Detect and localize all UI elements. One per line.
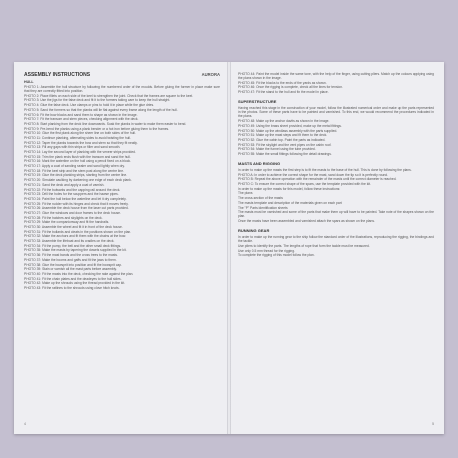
superstructure-paragraph: PHOTO 55: Make the small fittings following the detail drawings. (238, 151, 332, 156)
masts-paragraph: Once the masts have been assembled and varnished attach the spars as shown on the plans. (238, 219, 375, 223)
instruction-paragraph: PHOTO 30: Assemble the wheel and fit it in front of the deck house. (24, 225, 123, 230)
instruction-paragraph: PHOTO 46: Once the rigging is complete, check all the lines for tension. (238, 85, 343, 90)
instruction-paragraph: PHOTO 35: Make the masts by tapering the dowels supplied in the kit. (24, 248, 127, 253)
superstructure-paragraph: PHOTO 51: Make up the mast steps and fit them to the deck. (238, 133, 328, 138)
instruction-paragraph: PHOTO 25: Fit the rudder with its hinges and check that it moves freely. (24, 201, 129, 206)
instruction-paragraph: PHOTO 44: Paint the model inside the same tone, with the help of the finger, using cutting pliers. Match up the colours applying using the plans shown in the image. (238, 72, 434, 81)
instruction-paragraph: PHOTO 16: Mark the waterline on the hull using a pencil fixed on a block. (24, 159, 131, 164)
booklet-spread (14, 62, 444, 434)
masts-paragraph: The masts must be varnished and some of the parts that make them up will have to be painted. Take note of the shapes shown on the plan. (238, 210, 434, 219)
brand-name: AURORA (201, 72, 220, 77)
instruction-paragraph: PHOTO 42: Make up the shrouds using the thread provided in the kit. (24, 281, 126, 286)
instruction-paragraph: PHOTO 31: Fit the bollards and cleats in the positions shown on the plan. (24, 229, 132, 234)
left-page (14, 62, 228, 434)
masts-paragraph: In order to make up the masts the first step is to fit the masts to the base of the hull. This is done by following the plans. (238, 168, 412, 173)
page-number-right: 5 (432, 422, 434, 426)
instruction-paragraph: PHOTO 11: Continue planking, alternating sides to avoid twisting the hull. (24, 135, 131, 140)
masts-paragraph: The masts template and description of the materials given on each part (238, 200, 342, 205)
instruction-paragraph: PHOTO 9: Pre-bend the planks using a plank bender or a hot iron before gluing them to the frames. (24, 126, 170, 131)
instruction-paragraph: PHOTO 5: Sand the formers so that the planks will lie flat against every frame along the length of the hull. (24, 107, 178, 112)
instruction-paragraph: PHOTO 8: Start planking from the deck line downwards. Soak the planks in water to make them easier to bend. (24, 121, 187, 126)
instruction-paragraph: PHOTO 17: Apply a coat of sanding sealer and sand lightly when dry. (24, 164, 125, 169)
instruction-paragraph: PHOTO 27: Glue the windows and door frames to the deck house. (24, 210, 121, 215)
instruction-paragraph: PHOTO 29: Make the companionway and fit the handrails. (24, 220, 110, 225)
section-title-running-gear: RUNNING GEAR (238, 228, 270, 234)
section-subtitle: HULL (24, 80, 34, 84)
instruction-paragraph: PHOTO 14: Lay the second layer of planking with the veneer strips provided. (24, 150, 136, 155)
instruction-paragraph: PHOTO 21: Sand the deck and apply a coat of varnish. (24, 182, 105, 187)
superstructure-paragraph: PHOTO 53: Fit the skylight and the vent pipes on the cabin roof. (238, 142, 332, 147)
running-gear-paragraph: To complete the rigging of this model follow the plan. (238, 253, 315, 258)
instruction-paragraph: PHOTO 45: Fit the blocks to the ends of the yards as shown. (238, 80, 327, 85)
instruction-paragraph: PHOTO 24: Paint the hull below the waterline and let it dry completely. (24, 196, 127, 201)
superstructure-paragraph: PHOTO 48: Make up the anchor davits as shown in the image. (238, 119, 330, 124)
instruction-paragraph: PHOTO 36: Fit the mast bands and the cross trees to the masts. (24, 253, 118, 258)
masts-paragraph: PHOTO A: In order to achieve the correct shape for the mast, sand down the tip so it is perfectly round. (238, 172, 389, 177)
instruction-paragraph: PHOTO 39: Stain or varnish all the mast parts before assembly. (24, 267, 117, 272)
superstructure-paragraph: Having reached this stage in the construction of your model, follow the illustrated numerical order and make up the parts represented in the photos. Some of these parts have to be painted and varnished. To this end, we would recommend the procedures indicated in the plans. (238, 106, 434, 119)
instruction-paragraph: PHOTO 22: Fit the bulwarks and the capping rail around the deck. (24, 187, 121, 192)
instruction-paragraph: PHOTO 1: Assemble the hull structure by following the numbered order of the moulds. Before gluing the former in place make sure that they are correctly fitted into position. (24, 85, 220, 94)
instruction-paragraph: PHOTO 6: Fit the bow blocks and sand them to shape as shown in the image. (24, 112, 138, 117)
masts-paragraph: In order to make up the masts for this model, follow these instructions: (238, 186, 341, 191)
instruction-paragraph: PHOTO 28: Fit the hatches and skylights on the deck. (24, 215, 103, 220)
instruction-paragraph: PHOTO 12: Taper the planks towards the bow and stern so that they fit neatly. (24, 140, 138, 145)
masts-body (238, 168, 434, 223)
masts-paragraph: The "P" Parts identification sheets (238, 205, 288, 210)
masts-paragraph: PHOTO B: Repeat the above operation with the remainder of the masts until the correct diameter is reached. (238, 177, 397, 182)
instruction-paragraph: PHOTO 19: Glue the deck planking strips, starting from the centre line. (24, 173, 128, 178)
instruction-paragraph: PHOTO 40: Fit the masts into the deck, checking the rake against the plan. (24, 271, 134, 276)
left-page-body (24, 85, 220, 290)
left-page-header (24, 72, 220, 78)
right-page (230, 62, 444, 434)
instruction-paragraph: PHOTO 20: Simulate caulking by darkening one edge of each deck plank. (24, 178, 132, 183)
masts-paragraph: The cross-section of the masts (238, 196, 283, 201)
instruction-paragraph: PHOTO 43: Fit the ratlines to the shrouds using clove hitch knots. (24, 285, 120, 290)
instruction-paragraph: PHOTO 47: Fit the stand to the hull and fix the model in place. (238, 90, 329, 95)
section-title-superstructure: SUPERSTRUCTURE (238, 99, 277, 105)
instruction-paragraph: PHOTO 38: Glue the bowsprit into position and fit the bowsprit cap. (24, 262, 122, 267)
running-gear-body (238, 235, 434, 257)
running-gear-paragraph: In order to make up the running gear to the ship follow the standard order of the illustrations, reproducing the rigging, the bindings and the tackle. (238, 235, 434, 244)
instruction-paragraph: PHOTO 10: Glue the first plank along the sheer line on both sides of the hull. (24, 131, 136, 136)
masts-paragraph: PHOTO C: To ensure the correct shape of the spars, use the template provided with the kit. (238, 182, 371, 187)
masts-paragraph: The plans (238, 191, 253, 196)
instruction-paragraph: PHOTO 33: Assemble the lifeboat and its cradles on the deck. (24, 239, 115, 244)
instruction-paragraph: PHOTO 37: Make the booms and gaffs and fit the jaws to them. (24, 257, 117, 262)
instruction-paragraph: PHOTO 7: Fit the transom and stern pieces, checking alignment with the deck. (24, 117, 139, 122)
running-gear-paragraph: Use only 0.5 mm thread for the rigging. (238, 248, 295, 253)
superstructure-paragraph: PHOTO 52: Glue the cabin top. Paint the parts as indicated. (238, 137, 326, 142)
page-number-left: 4 (24, 422, 26, 426)
instruction-paragraph: PHOTO 2: Place fillets on each side of the keel to strengthen the joint. Check that the frames are square to the keel. (24, 93, 194, 98)
instruction-paragraph: PHOTO 3: Use the jigs for the false deck and fit it to the formers taking care to keep the hull straight. (24, 98, 171, 103)
instruction-paragraph: PHOTO 32: Make the anchors and fit them with the chains at the bow. (24, 234, 127, 239)
instruction-paragraph: PHOTO 18: Fit the keel strip and the stem post along the centre line. (24, 168, 124, 173)
superstructure-body (238, 106, 434, 156)
superstructure-paragraph: PHOTO 49: Using the brass sheet provided, make up the metal fittings. (238, 123, 342, 128)
instruction-paragraph: PHOTO 4: Glue the false deck. Use clamps or pins to hold it in place while the glue dries. (24, 103, 155, 108)
running-gear-paragraph: Use pliers to identify the parts. The lengths of rope that form the tackle must be measured. (238, 243, 370, 248)
superstructure-paragraph: PHOTO 54: Make the funnel using the tube provided. (238, 147, 316, 152)
superstructure-paragraph: PHOTO 50: Make up the windlass assembly with the parts supplied. (238, 128, 338, 133)
instruction-paragraph: PHOTO 15: Trim the plank ends flush with the transom and sand the hull. (24, 154, 131, 159)
right-page-intro (238, 72, 434, 94)
instruction-paragraph: PHOTO 26: Assemble the deck house from the laser cut parts provided. (24, 206, 129, 211)
section-title-masts: MASTS AND RIGGING (238, 161, 281, 167)
instruction-paragraph: PHOTO 13: Fill any gaps with thin strips or filler and sand smooth. (24, 145, 121, 150)
instruction-paragraph: PHOTO 23: Drill the holes for the scuppers and the hawse pipes. (24, 192, 119, 197)
page-title: ASSEMBLY INSTRUCTIONS (24, 72, 91, 78)
instruction-paragraph: PHOTO 41: Fit the chain plates and the deadeyes to the hull sides. (24, 276, 122, 281)
instruction-paragraph: PHOTO 34: Fit the pump, the bell and the other small deck fittings. (24, 243, 122, 248)
